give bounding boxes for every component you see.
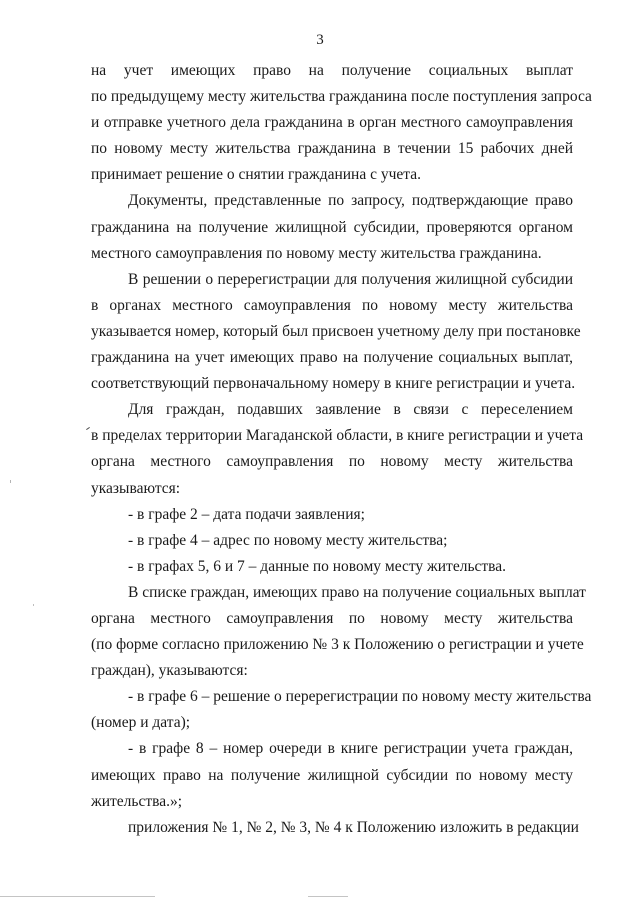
text-line: органа местного самоуправления по новому месту жительства bbox=[91, 609, 573, 627]
text-line: принимает решение о снятии гражданина с учета. bbox=[91, 166, 421, 184]
paragraph-appendices bbox=[91, 815, 579, 841]
text-line: гражданина на учет имеющих право на получение социальных выплат, bbox=[91, 349, 573, 367]
text-line: В списке граждан, имеющих право на получение социальных выплат bbox=[128, 583, 586, 601]
text-line: по предыдущему месту жительства гражданина после поступления запроса bbox=[91, 88, 592, 106]
text-line: в пределах территории Магаданской области, в книге регистрации и учета bbox=[91, 427, 584, 445]
text-line: и отправке учетного дела гражданина в орган местного самоуправления bbox=[91, 114, 573, 132]
list-item-column-8 bbox=[91, 736, 573, 814]
list-item-column-2 bbox=[91, 502, 573, 528]
text-line: В решении о перерегистрации для получения жилищной субсидии bbox=[128, 270, 573, 288]
paragraph-continuation bbox=[91, 58, 592, 188]
text-line: - в графе 4 – адрес по новому месту жительства; bbox=[128, 531, 448, 549]
text-line: по новому месту жительства гражданина в течении 15 рабочих дней bbox=[91, 140, 573, 158]
list-item-columns-5-6-7 bbox=[91, 554, 573, 580]
text-line: в органах местного самоуправления по новому месту жительства bbox=[91, 296, 573, 314]
text-line: Документы, представленные по запросу, подтверждающие право bbox=[128, 192, 573, 210]
list-item-column-6 bbox=[91, 684, 592, 736]
text-line: Для граждан, подавших заявление в связи с переселением bbox=[128, 401, 573, 419]
text-line: жительства.»; bbox=[91, 792, 183, 810]
paragraph-documents bbox=[91, 188, 573, 266]
paragraph-reregistration bbox=[91, 267, 581, 397]
scan-mark bbox=[86, 427, 90, 430]
text-line: органа местного самоуправления по новому месту жительства bbox=[91, 453, 573, 471]
paragraph-citizens-list bbox=[91, 580, 586, 684]
document-body bbox=[91, 58, 592, 841]
text-line: - в графах 5, 6 и 7 – данные по новому месту жительства. bbox=[128, 557, 507, 575]
text-line: (номер и дата); bbox=[91, 714, 191, 732]
list-item-column-4 bbox=[91, 528, 573, 554]
text-line: граждан), указываются: bbox=[91, 662, 248, 680]
text-line: - в графе 2 – дата подачи заявления; bbox=[128, 505, 365, 523]
text-line: (по форме согласно приложению № 3 к Положению о регистрации и учете bbox=[91, 636, 584, 654]
text-line: имеющих право на получение жилищной субсидии по новому месту bbox=[91, 766, 573, 784]
page-number: 3 bbox=[316, 32, 324, 48]
text-line: местного самоуправления по новому месту жительства гражданина. bbox=[91, 244, 542, 262]
text-line: - в графе 8 – номер очереди в книге регистрации учета граждан, bbox=[128, 740, 573, 758]
footer-rule-right bbox=[308, 896, 348, 897]
text-line: гражданина на получение жилищной субсидии, проверяются органом bbox=[91, 218, 573, 236]
text-line: на учет имеющих право на получение социальных выплат bbox=[91, 62, 573, 79]
text-line: указывается номер, который был присвоен учетному делу при постановке bbox=[91, 322, 581, 340]
text-line: - в графе 6 – решение о перерегистрации по новому месту жительства bbox=[128, 688, 592, 706]
footer-rule-left bbox=[0, 896, 155, 897]
scan-mark bbox=[10, 480, 11, 483]
text-line: приложения № 1, № 2, № 3, № 4 к Положению изложить в редакции bbox=[128, 818, 579, 836]
text-line: соответствующий первоначальному номеру в книге регистрации и учета. bbox=[91, 375, 576, 393]
scan-mark bbox=[33, 604, 34, 606]
text-line: указываются: bbox=[91, 479, 181, 497]
paragraph-resettlement bbox=[91, 397, 584, 501]
